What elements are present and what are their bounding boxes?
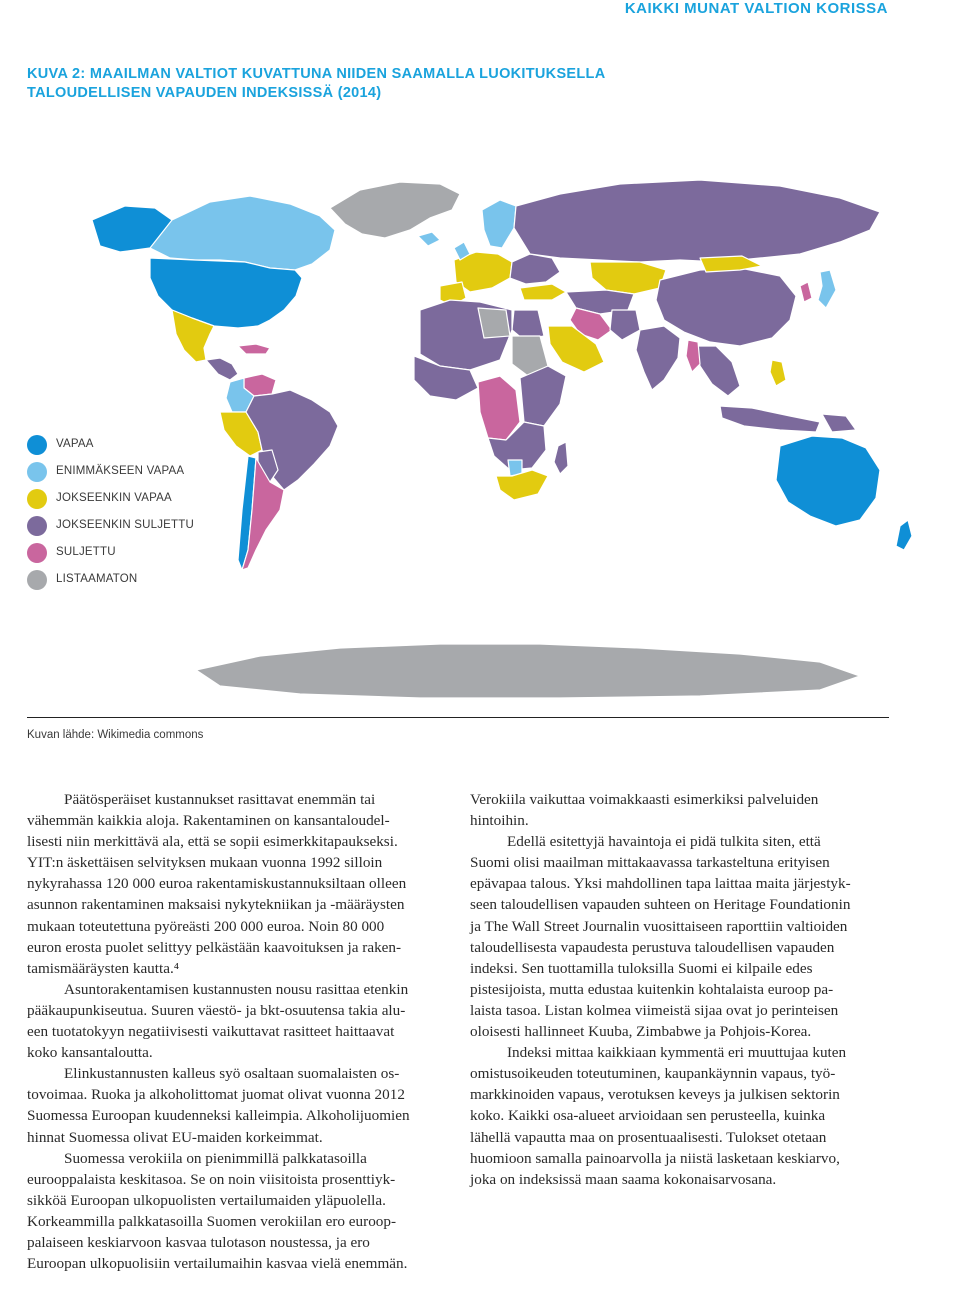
map-region-myanmar <box>686 340 700 372</box>
body-text-line: laista tasoa. Listan kolmea viimeistä sijaa ovat jo perinteisen <box>470 1001 839 1019</box>
legend-label: LISTAAMATON <box>56 573 138 585</box>
body-text-line: Edellä esitettyjä havaintoja ei pidä tulkita siten, että <box>507 833 821 851</box>
map-region-afghanistan <box>610 310 640 340</box>
figure-divider <box>27 717 889 718</box>
figure-title <box>27 65 627 103</box>
body-text-line: koko. Kaikki osa-alueet arvioidaan sen perusteella, kuinka <box>470 1107 826 1125</box>
body-text-line: Verokiila vaikuttaa voimakkaasti esimerkiksi palveluiden <box>470 791 819 808</box>
body-text-line: euron erosta puolet selittyy pelkästään kaavoituksen ja raken- <box>27 938 402 956</box>
map-region-greenland <box>330 182 460 238</box>
legend-label: SULJETTU <box>56 546 116 558</box>
body-text-line: YIT:n äskettäisen selvityksen mukaan vuonna 1992 silloin <box>27 854 383 872</box>
body-text-line: Suomessa verokiila on pienimmillä palkkatasoilla <box>64 1149 367 1167</box>
legend-swatch <box>27 462 47 482</box>
legend-swatch <box>27 489 47 509</box>
running-head: KAIKKI MUNAT VALTION KORISSA <box>624 0 888 17</box>
body-text-line: Indeksi mittaa kaikkiaan kymmentä eri muuttujaa kuten <box>507 1044 847 1062</box>
figure-title-line: KUVA 2: MAAILMAN VALTIOT KUVATTUNA NIIDEN SAAMALLA LUOKITUKSELLA <box>27 66 606 82</box>
body-text-line: huomioon samalla painoarvolla ja niistä lasketaan keskiarvo, <box>470 1149 840 1167</box>
body-text-line: oloisesti hallinneet Kuuba, Zimbabwe ja Pohjois-Korea. <box>470 1023 812 1041</box>
figure-title-line: TALOUDELLISEN VAPAUDEN INDEKSISSÄ (2014) <box>27 85 382 101</box>
map-region-libya <box>478 308 510 338</box>
map-region-russia <box>514 180 880 262</box>
legend-swatch <box>27 570 47 590</box>
map-region-philippines <box>770 360 786 386</box>
map-region-kazakhstan <box>590 262 666 294</box>
map-region-new-zealand <box>896 520 912 550</box>
body-text-line: vähemmän kaikkia aloja. Rakentaminen on kansantaloudel- <box>27 812 390 830</box>
body-text-line: lähellä vapautta maa on prosentuaalisesti. Tulokset otetaan <box>470 1128 827 1146</box>
body-text-line: omistusoikeuden toteutuminen, kaupankäynnin vapaus, työ- <box>470 1065 836 1083</box>
body-text-line: Euroopan ulkopuolisiin vertailumaihin kasvaa vielä enemmän. <box>27 1255 408 1273</box>
body-text-line: Suomi olisi maailman mittakaavassa tarkasteltuna erityisen <box>470 854 830 872</box>
body-text-line: tovoimaa. Ruoka ja alkoholittomat juomat olivat vuonna 2012 <box>27 1086 405 1104</box>
world-map <box>0 150 960 710</box>
map-region-east-africa <box>520 366 566 426</box>
body-text-line: tamismääräysten kautta.⁴ <box>27 959 180 977</box>
body-text-line: hinnat Suomessa olivat EU-maiden korkeimmat. <box>27 1128 323 1146</box>
figure-source: Kuvan lähde: Wikimedia commons <box>27 729 204 741</box>
body-column-right <box>470 789 888 1190</box>
body-text-line: Päätösperäiset kustannukset rasittavat enemmän tai <box>64 791 376 808</box>
body-text-line: eurooppalaista keskitasoa. Se on noin viisitoista prosenttiyk- <box>27 1170 396 1188</box>
legend-swatch <box>27 435 47 455</box>
body-text-line: taloudellisesta vapaudesta perustuva taloudellisen vapauden <box>470 938 835 956</box>
legend-label: VAPAA <box>56 438 94 450</box>
map-region-central-america <box>206 358 238 380</box>
body-text-line: asunnon rakentaminen maksaisi nykytekniikan ja -määräysten <box>27 896 405 914</box>
map-region-korea <box>800 282 812 302</box>
map-region-indonesia <box>720 406 820 432</box>
legend-swatch <box>27 516 47 536</box>
body-text-line: een tuotatokyyn negatiivisesti vaikuttavat rasitteet haittaavat <box>27 1023 395 1041</box>
body-text-line: hintoihin. <box>470 812 529 830</box>
body-text-line: pistesijoista, mutta edustaa kuitenkin kohtalaista euroop pa- <box>470 980 834 998</box>
body-text-line: nykyrahassa 120 000 euroa rakentamiskustannuksiltaan olleen <box>27 875 407 893</box>
world-map-svg <box>0 150 960 710</box>
map-region-australia <box>776 436 880 526</box>
body-text-line: sikköä Euroopan ulkopuolisten vertailumaiden yläpuolella. <box>27 1191 386 1209</box>
body-text-line: epävapaa talous. Yksi mahdollinen tapa laittaa maita järjestyk- <box>470 875 851 893</box>
body-text-line: pääkaupunkiseutua. Suuren väestö- ja bkt-osuutensa takia alu- <box>27 1001 406 1019</box>
body-text-line: Elinkustannusten kalleus syö osaltaan suomalaisten os- <box>64 1065 400 1083</box>
body-text-line: ja The Wall Street Journalin vuosittaiseen raporttiin valtioiden <box>470 917 848 935</box>
map-region-madagascar <box>554 442 568 474</box>
map-region-eastern-europe <box>510 254 560 284</box>
body-text-line: koko kansantaloutta. <box>27 1044 153 1062</box>
legend-swatch <box>27 543 47 563</box>
body-text-line: Korkeammilla palkkatasoilla Suomen verokiilan ero euroop- <box>27 1212 397 1230</box>
body-text-line: palaiseen keskiarvoon kasvaa tulotason noustessa, ja ero <box>27 1233 370 1251</box>
legend-label: JOKSEENKIN VAPAA <box>56 492 172 504</box>
body-text-line: mukaan toteutettuna pyöreästi 200 000 euroa. Noin 80 000 <box>27 917 385 935</box>
map-region-antarctica <box>196 644 860 698</box>
map-region-central-africa <box>478 376 520 440</box>
map-region-iceland <box>418 232 440 246</box>
map-region-india <box>636 326 680 390</box>
map-region-japan <box>818 270 836 308</box>
body-text-line: lisesti niin merkittävä ala, että se sopii esimerkkitapaukseksi. <box>27 833 398 851</box>
body-text-line: Suomessa Euroopan kuudenneksi kalleimpia. Alkoholijuomien <box>27 1107 410 1125</box>
body-text-line: markkinoiden vapaus, verotuksen keveys ja julkisen sektorin <box>470 1086 840 1104</box>
body-text-line: joka on indeksissä maan saama kokonaisarvosana. <box>470 1170 777 1188</box>
map-region-caribbean <box>238 344 270 354</box>
map-region-png <box>822 414 856 432</box>
map-region-turkey <box>520 284 566 300</box>
body-text-line: Asuntorakentamisen kustannusten nousu rasittaa etenkin <box>64 980 409 998</box>
map-region-south-africa <box>496 470 548 500</box>
body-column-left <box>27 789 445 1274</box>
map-region-scandinavia <box>482 200 516 248</box>
body-text-line: seen taloudellisen vapauden suhteen on Heritage Foundationin <box>470 896 851 914</box>
body-text-line: indeksi. Sen tuottamilla tuloksilla Suomi ei kilpaile edes <box>470 959 813 977</box>
map-region-china <box>656 268 796 346</box>
legend-label: JOKSEENKIN SULJETTU <box>56 519 194 531</box>
legend-label: ENIMMÄKSEEN VAPAA <box>56 465 185 477</box>
map-region-southeast-asia <box>696 346 740 396</box>
